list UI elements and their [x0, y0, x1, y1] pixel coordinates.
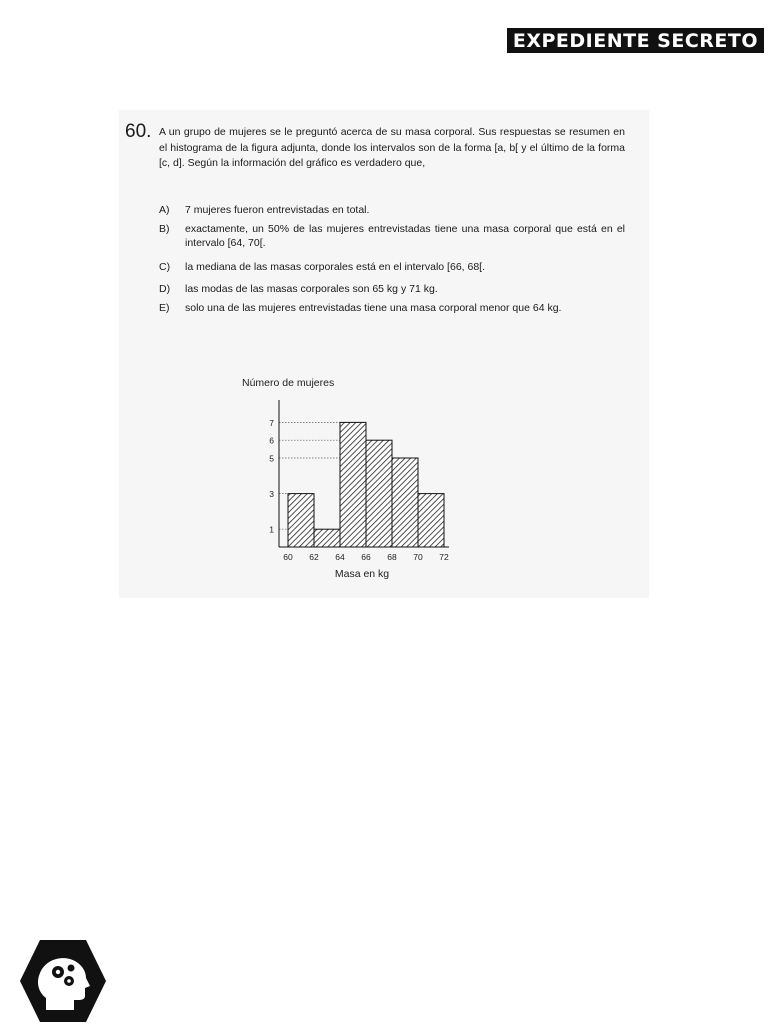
x-tick-label: 70: [413, 552, 423, 562]
option-letter: A): [159, 204, 170, 216]
histogram-bar: [366, 440, 392, 547]
y-tick-label: 7: [269, 417, 274, 428]
histogram-bar: [288, 494, 314, 547]
option-text: exactamente, un 50% de las mujeres entrevistadas tiene una masa corporal que está en el intervalo [64, 70[.: [185, 223, 625, 249]
histogram-bar: [314, 529, 340, 547]
option-text: la mediana de las masas corporales está en el intervalo [66, 68[.: [185, 261, 486, 273]
option-letter: D): [159, 283, 171, 295]
option-text: solo una de las mujeres entrevistadas tiene una masa corporal menor que 64 kg.: [185, 302, 562, 314]
x-tick-label: 66: [361, 552, 371, 562]
y-axis-label: Número de mujeres: [242, 377, 335, 389]
option-letter: E): [159, 302, 170, 314]
option-letter: C): [159, 261, 171, 273]
option-letter: B): [159, 223, 170, 235]
histogram-bar: [418, 494, 444, 547]
y-tick-label: 5: [269, 453, 274, 464]
brain-head-logo-icon: [18, 938, 108, 1024]
histogram-bar: [392, 458, 418, 547]
histogram-bar: [340, 422, 366, 547]
x-tick-label: 64: [335, 552, 345, 562]
x-tick-label: 68: [387, 552, 397, 562]
y-tick-label: 1: [269, 524, 274, 535]
y-tick-label: 3: [269, 489, 274, 500]
question-card: [119, 110, 649, 598]
x-axis-label: Masa en kg: [334, 568, 390, 580]
histogram-chart: [119, 110, 649, 598]
y-tick-label: 6: [269, 435, 274, 446]
option-text: las modas de las masas corporales son 65 kg y 71 kg.: [185, 283, 438, 295]
x-tick-label: 62: [309, 552, 319, 562]
x-tick-label: 72: [439, 552, 449, 562]
x-tick-label: 60: [283, 552, 293, 562]
question-number: 60.: [125, 121, 152, 142]
option-text: 7 mujeres fueron entrevistadas en total.: [185, 204, 370, 216]
question-stem: A un grupo de mujeres se le preguntó acerca de su masa corporal. Sus respuestas se resumen en el histograma de la figura adjunta, donde los intervalos son de la forma [a, b[ y el último de la forma [c, d]. Según la información del gráfico es verdadero que,: [159, 126, 625, 169]
brand-label: EXPEDIENTE SECRETO: [507, 28, 764, 53]
